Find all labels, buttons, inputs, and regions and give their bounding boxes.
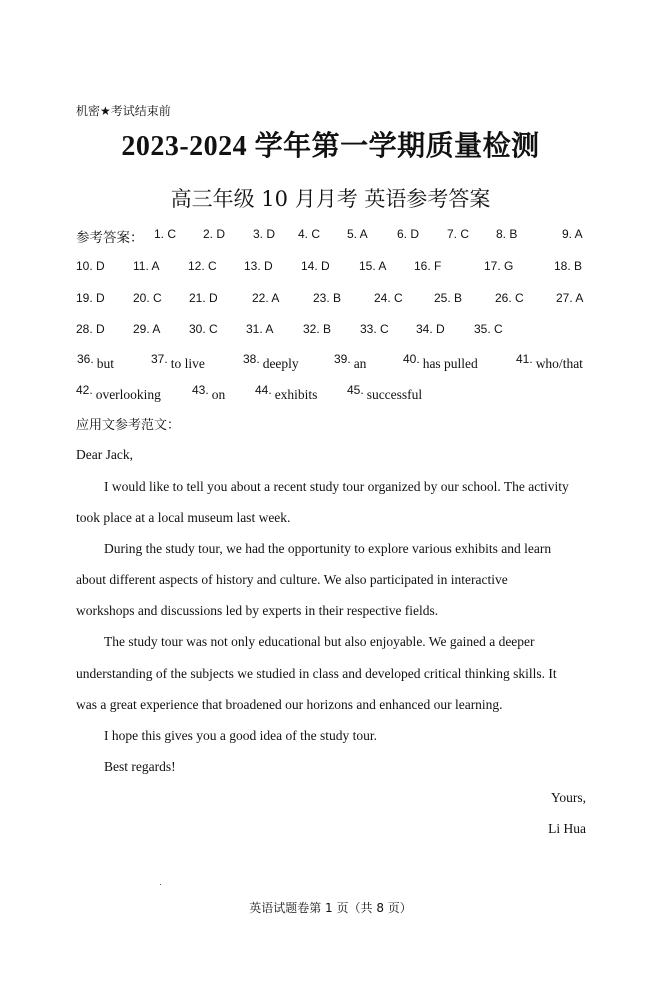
answer-item: 23. B — [313, 291, 342, 305]
blank-word: but — [96, 356, 114, 371]
document-title: 2023-2024 学年第一学期质量检测 — [121, 131, 540, 162]
answer-item: 27. A — [556, 291, 584, 305]
answer-item: 14. D — [301, 259, 330, 273]
blank-word: to live — [170, 356, 205, 371]
answer-item: 22. A — [252, 291, 280, 305]
answer-item: 7. C — [447, 227, 470, 241]
blank-number: 44. — [255, 383, 272, 397]
blank-word: exhibits — [274, 387, 318, 402]
confidential-label: 机密★考试结束前 — [76, 104, 171, 118]
blank-answer — [192, 383, 225, 404]
blank-answer — [255, 383, 317, 404]
answer-item: 16. F — [414, 259, 442, 273]
blank-number: 36. — [77, 352, 94, 366]
answer-item: 9. A — [562, 227, 583, 241]
answer-item: 3. D — [253, 227, 276, 241]
essay-closing: Yours, — [550, 790, 586, 805]
essay-line: about different aspects of history and culture. We also participated in interactive — [76, 572, 508, 587]
answer-item: 13. D — [244, 259, 273, 273]
blank-answer — [347, 383, 422, 404]
blank-answer — [151, 352, 205, 373]
sample-essay-label: 应用文参考范文： — [76, 418, 181, 433]
blank-answer — [243, 352, 299, 373]
answer-item: 12. C — [188, 259, 217, 273]
answer-item: 1. C — [154, 227, 177, 241]
answer-item: 26. C — [495, 291, 524, 305]
answer-item: 24. C — [374, 291, 403, 305]
essay-line: During the study tour, we had the opportunity to explore various exhibits and learn — [104, 541, 552, 556]
answer-item: 25. B — [434, 291, 463, 305]
blank-word: on — [211, 387, 226, 402]
blank-word: has pulled — [422, 356, 478, 371]
blank-number: 42. — [76, 383, 93, 397]
essay-line: Best regards! — [104, 759, 176, 774]
blank-number: 39. — [334, 352, 351, 366]
document-subtitle: 高三年级 10 月月考 英语参考答案 — [170, 187, 491, 211]
answer-item: 29. A — [133, 322, 161, 336]
essay-line: I hope this gives you a good idea of the study tour. — [104, 728, 377, 743]
essay-signature: Li Hua — [548, 821, 586, 836]
essay-line: I would like to tell you about a recent study tour organized by our school. The activity — [104, 479, 569, 494]
answer-item: 35. C — [474, 322, 503, 336]
answer-item: 21. D — [189, 291, 218, 305]
answer-item: 11. A — [133, 259, 160, 273]
answer-item: 28. D — [76, 322, 105, 336]
answer-item: 19. D — [76, 291, 105, 305]
blank-number: 43. — [192, 383, 209, 397]
essay-line: was a great experience that broadened our horizons and enhanced our learning. — [76, 697, 503, 712]
blank-word: who/that — [535, 356, 583, 371]
blank-word: deeply — [262, 356, 299, 371]
essay-line: The study tour was not only educational but also enjoyable. We gained a deeper — [104, 634, 535, 649]
blank-word: successful — [366, 387, 423, 402]
answer-item: 32. B — [303, 322, 332, 336]
blank-answer — [334, 352, 366, 373]
answer-item: 8. B — [496, 227, 518, 241]
blank-number: 41. — [516, 352, 533, 366]
blank-answer — [76, 383, 161, 404]
answer-item: 31. A — [246, 322, 274, 336]
essay-line: took place at a local museum last week. — [76, 510, 291, 525]
blank-answer — [516, 352, 583, 373]
answer-item: 34. D — [416, 322, 445, 336]
answer-item: 33. C — [360, 322, 389, 336]
blank-answer — [77, 352, 114, 373]
answers-label: 参考答案： — [76, 230, 144, 246]
blank-number: 38. — [243, 352, 260, 366]
answer-item: 30. C — [189, 322, 218, 336]
blank-number: 40. — [403, 352, 420, 366]
essay-line: workshops and discussions led by experts in their respective fields. — [76, 603, 439, 618]
page-footer: 英语试题卷第 1 页（共 8 页） — [249, 901, 412, 915]
blank-number: 45. — [347, 383, 364, 397]
answer-item: 6. D — [397, 227, 420, 241]
answer-item: 18. B — [554, 259, 583, 273]
essay-greeting: Dear Jack, — [76, 447, 133, 462]
answer-item: 4. C — [298, 227, 321, 241]
answer-item: 10. D — [76, 259, 105, 273]
scan-speck — [160, 884, 161, 885]
answer-item: 2. D — [203, 227, 226, 241]
blank-word: an — [353, 356, 367, 371]
answer-item: 15. A — [359, 259, 387, 273]
answer-item: 5. A — [347, 227, 368, 241]
answer-item: 17. G — [484, 259, 514, 273]
blank-answer — [403, 352, 478, 373]
answer-item: 20. C — [133, 291, 162, 305]
blank-word: overlooking — [95, 387, 161, 402]
blank-number: 37. — [151, 352, 168, 366]
essay-line: understanding of the subjects we studied in class and developed critical thinking skills. It — [76, 666, 557, 681]
